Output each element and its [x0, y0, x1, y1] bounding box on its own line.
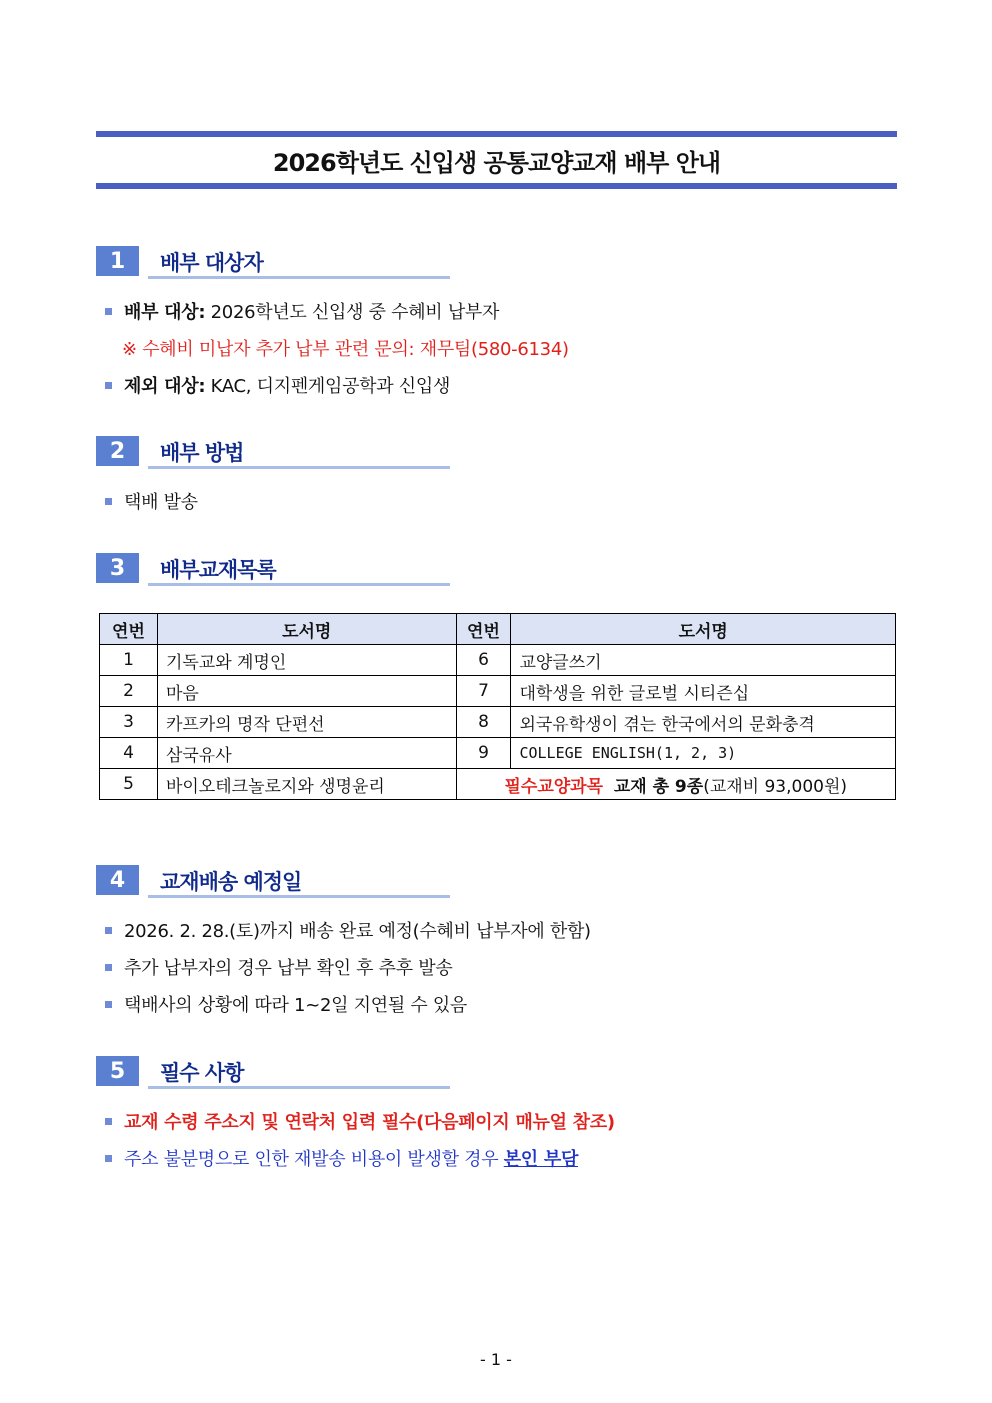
- target-label: 배부 대상:: [124, 302, 206, 323]
- summary-count: 교재 총 9종: [613, 776, 704, 797]
- book-title: 교양글쓰기: [511, 645, 896, 676]
- delivery-item: [105, 954, 452, 980]
- section-4-header: [96, 865, 456, 897]
- method-text: 택배 발송: [124, 492, 198, 513]
- book-title: 기독교와 계명인: [157, 645, 456, 676]
- bullet-icon: [105, 927, 112, 934]
- bullet-icon: [105, 308, 112, 315]
- book-title: 마음: [157, 676, 456, 707]
- exclude-text: KAC, 디지펜게임공학과 신입생: [210, 376, 451, 397]
- summary-cost: (교재비 93,000원): [703, 776, 848, 797]
- section-number: 5: [96, 1056, 139, 1086]
- document-title: 2026학년도 신입생 공통교양교재 배부 안내: [272, 148, 721, 177]
- exclude-line: [105, 372, 450, 398]
- delivery-text: 추가 납부자의 경우 납부 확인 후 추후 발송: [124, 958, 453, 979]
- row-number: 3: [100, 707, 158, 738]
- header-cell: 도서명: [511, 614, 896, 645]
- required-item-2: [105, 1145, 578, 1171]
- section-title-box: [148, 553, 450, 586]
- table-summary: [456, 769, 896, 800]
- table-row: [100, 769, 896, 800]
- summary-required: 필수교양과목: [504, 776, 604, 797]
- row-number: 2: [100, 676, 158, 707]
- row-number: 8: [456, 707, 511, 738]
- bullet-icon: [105, 1155, 112, 1162]
- section-title-box: [148, 246, 450, 279]
- required-item-1: [105, 1108, 615, 1134]
- target-text: 2026학년도 신입생 중 수혜비 납부자: [210, 302, 500, 323]
- bullet-icon: [105, 1118, 112, 1125]
- section-3-header: [96, 553, 456, 585]
- row-number: 5: [100, 769, 158, 800]
- table-row: [100, 738, 896, 769]
- row-number: 7: [456, 676, 511, 707]
- book-title: 외국유학생이 겪는 한국에서의 문화충격: [511, 707, 896, 738]
- section-1-header: [96, 246, 456, 278]
- section-title: 필수 사항: [160, 1061, 244, 1085]
- header-cell: 연번: [456, 614, 511, 645]
- section-number: 1: [96, 246, 139, 276]
- section-title: 교재배송 예정일: [160, 870, 302, 894]
- table-row: [100, 707, 896, 738]
- exclude-label: 제외 대상:: [124, 376, 206, 397]
- book-title: 대학생을 위한 글로벌 시티즌십: [511, 676, 896, 707]
- payment-note: ※ 수혜비 미납자 추가 납부 관련 문의: 재무팀(580-6134): [122, 339, 569, 360]
- document-title-box: [96, 131, 897, 189]
- bullet-icon: [105, 964, 112, 971]
- bullet-icon: [105, 498, 112, 505]
- delivery-text: 2026. 2. 28.(토)까지 배송 완료 예정(수혜비 납부자에 한함): [124, 921, 591, 942]
- book-title: 삼국유사: [157, 738, 456, 769]
- section-number: 4: [96, 865, 139, 895]
- delivery-item: [105, 991, 467, 1017]
- section-5-header: [96, 1056, 456, 1088]
- section-number: 2: [96, 436, 139, 466]
- book-title: 카프카의 명작 단편선: [157, 707, 456, 738]
- section-2-header: [96, 436, 456, 468]
- delivery-item: [105, 917, 591, 943]
- header-cell: 도서명: [157, 614, 456, 645]
- row-number: 9: [456, 738, 511, 769]
- section-title-box: [148, 436, 450, 469]
- table-row: [100, 676, 896, 707]
- required-emphasis: 본인 부담: [503, 1149, 579, 1170]
- table-row: [100, 645, 896, 676]
- section-title-box: [148, 1056, 450, 1089]
- delivery-text: 택배사의 상황에 따라 1~2일 지연될 수 있음: [124, 995, 468, 1016]
- section-title: 배부 대상자: [160, 251, 263, 275]
- row-number: 1: [100, 645, 158, 676]
- book-title: 바이오테크놀로지와 생명윤리: [157, 769, 456, 800]
- table-header-row: [100, 614, 896, 645]
- row-number: 4: [100, 738, 158, 769]
- section-title-box: [148, 865, 450, 898]
- method-line: [105, 488, 198, 514]
- row-number: 6: [456, 645, 511, 676]
- bullet-icon: [105, 382, 112, 389]
- book-title: COLLEGE ENGLISH(1, 2, 3): [511, 738, 896, 769]
- page-number: - 1 -: [480, 1350, 512, 1369]
- section-number: 3: [96, 553, 139, 583]
- target-line: [105, 298, 499, 324]
- textbook-table: [99, 613, 896, 800]
- required-text-2: 주소 불분명으로 인한 재발송 비용이 발생할 경우: [124, 1149, 504, 1170]
- bullet-icon: [105, 1001, 112, 1008]
- required-text-1: 교재 수령 주소지 및 연락처 입력 필수(다음페이지 매뉴얼 참조): [124, 1112, 615, 1133]
- header-cell: 연번: [100, 614, 158, 645]
- section-title: 배부 방법: [160, 441, 244, 465]
- section-title: 배부교재목록: [160, 558, 276, 582]
